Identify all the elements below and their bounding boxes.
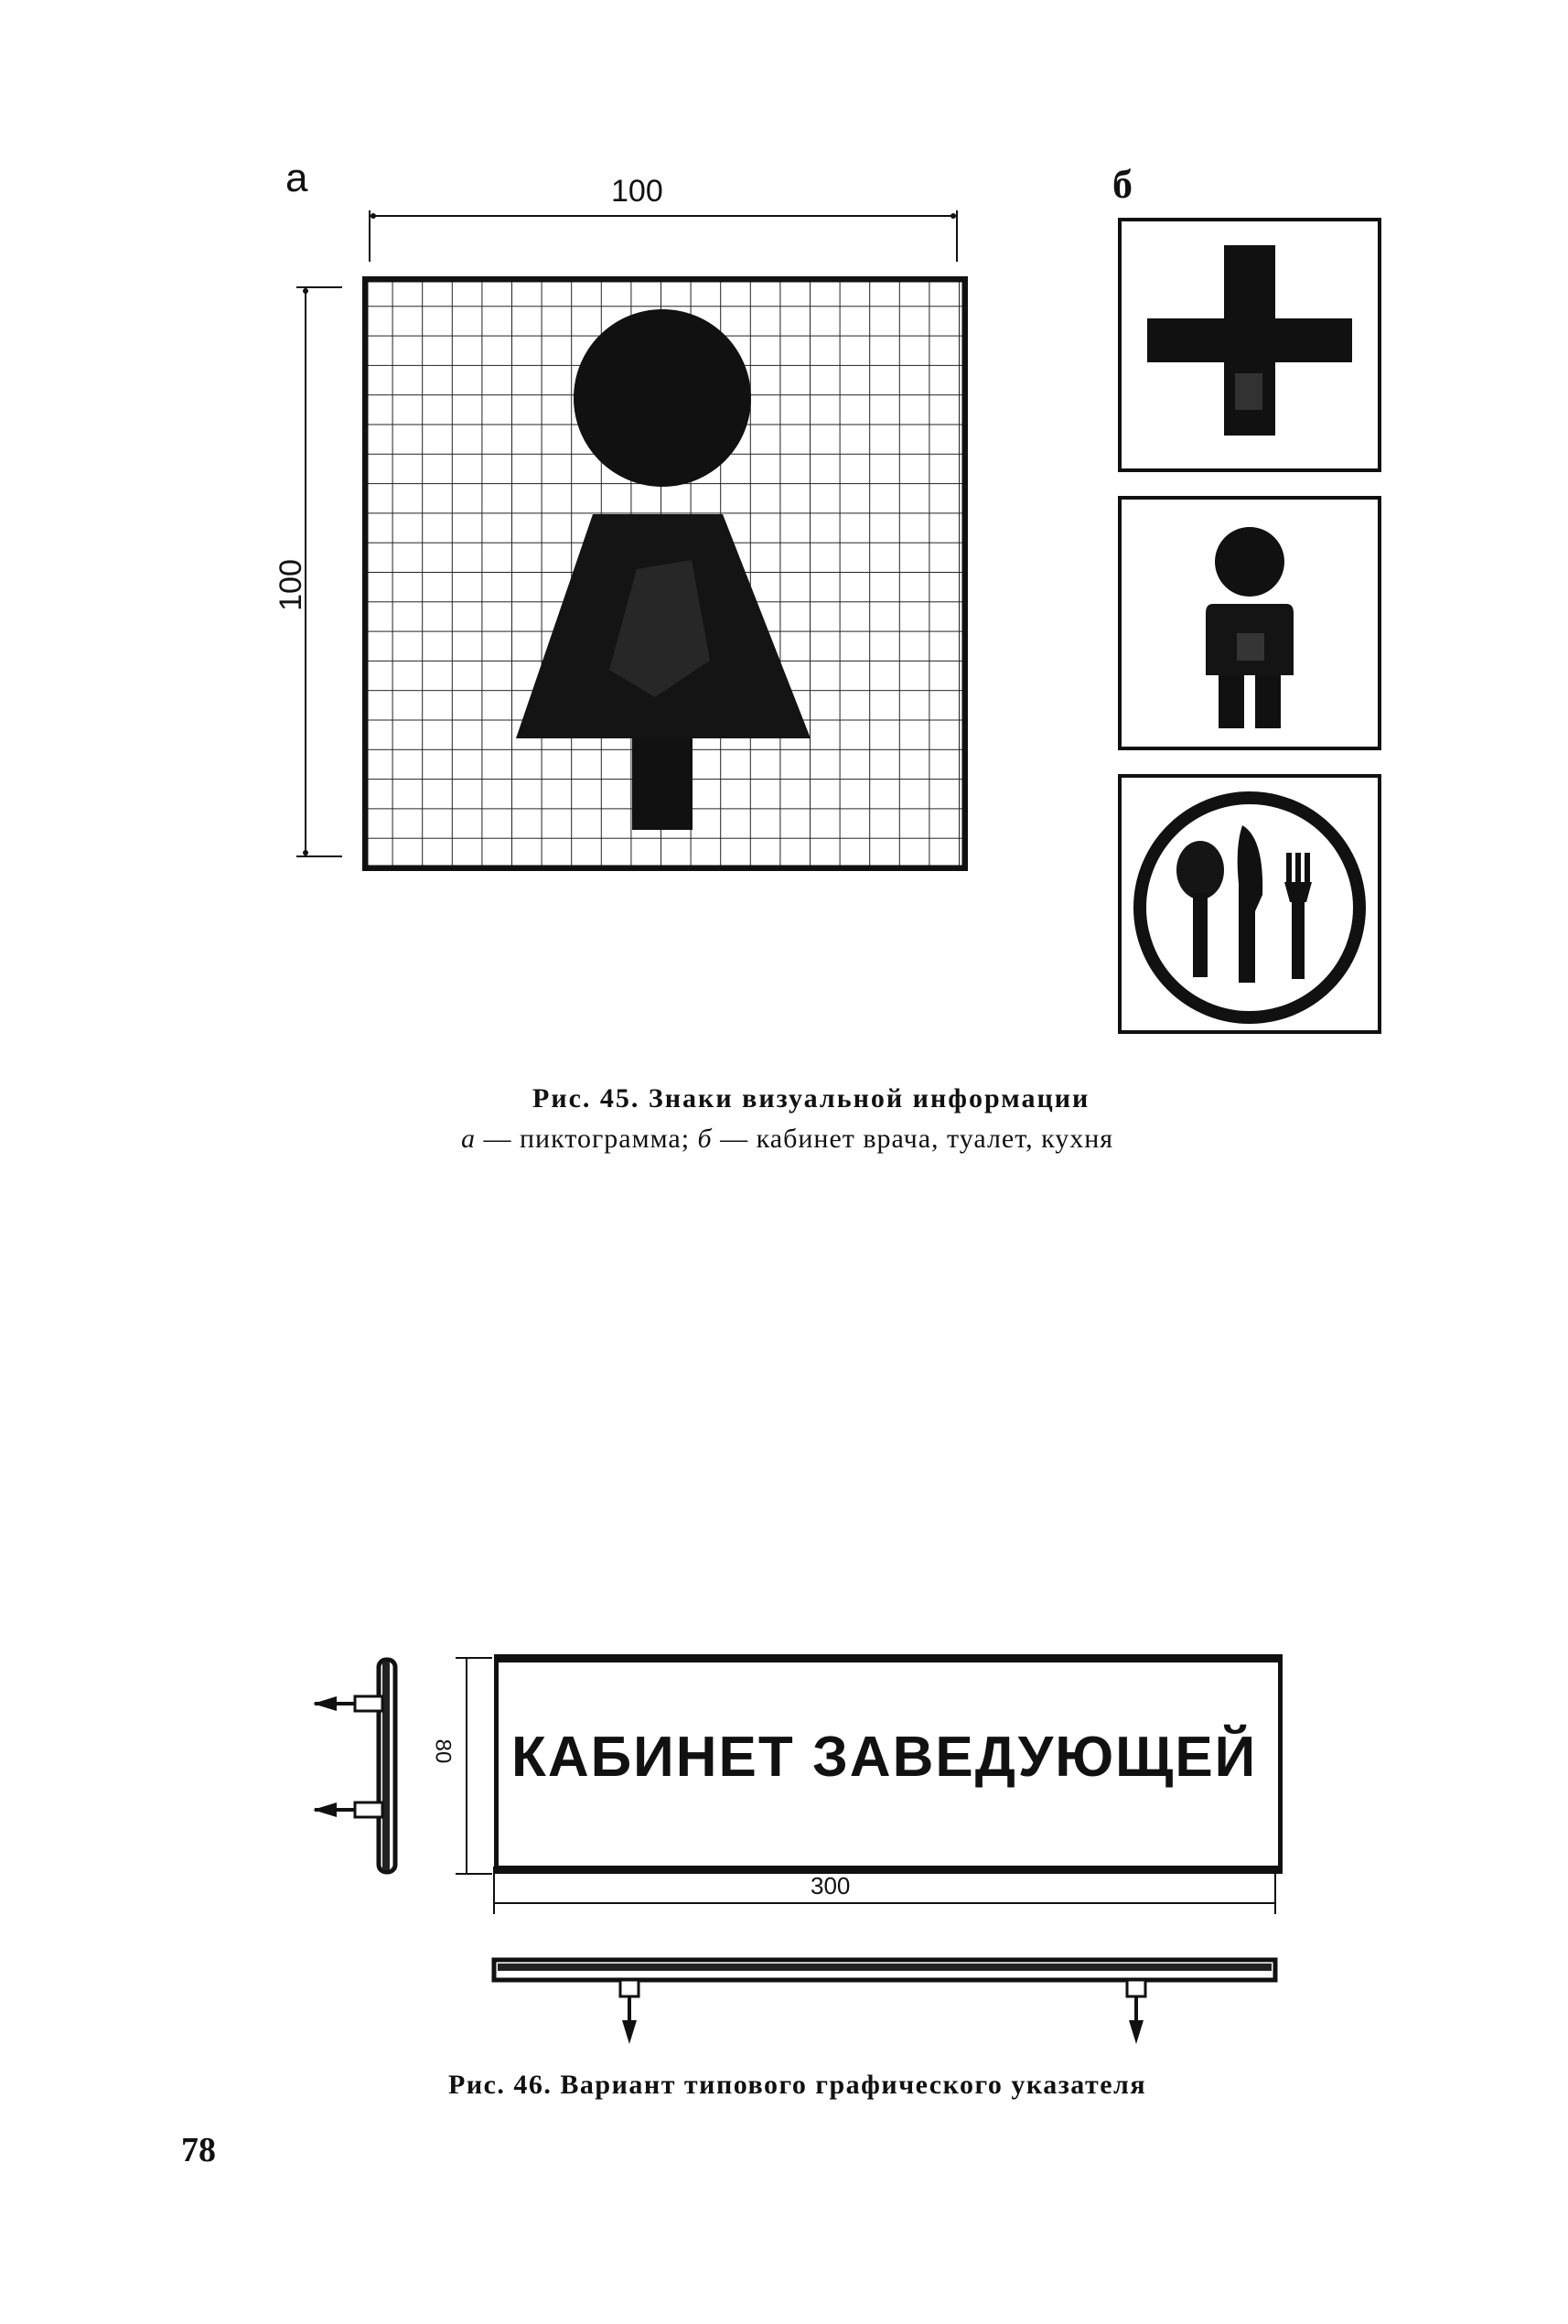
caption-letter-b: б	[697, 1124, 713, 1154]
sign-height-dimension-line	[452, 1647, 498, 1885]
office-sign-text: КАБИНЕТ ЗАВЕДУЮЩЕЙ	[511, 1726, 1258, 1789]
height-dimension-value: 100	[273, 559, 308, 611]
panel-label-a: а	[285, 156, 308, 200]
sign-width-dimension-line	[490, 1863, 1279, 1918]
panel-label-b: б	[1112, 162, 1133, 207]
office-sign-front	[494, 1654, 1283, 1874]
figure45-caption-title: Рис. 45. Знаки визуальной информации	[532, 1083, 1090, 1114]
sign-width-dimension-value: 300	[811, 1872, 851, 1899]
sign-side-view	[309, 1652, 419, 1881]
female-pictogram-icon	[362, 276, 968, 871]
caption-text-a: — пиктограмма;	[476, 1124, 698, 1154]
width-dimension-value: 100	[611, 174, 663, 209]
figure45-caption-subtitle	[461, 1124, 1113, 1155]
caption-text-b: — кабинет врача, туалет, кухня	[712, 1124, 1114, 1154]
figure46-caption: Рис. 46. Вариант типового графического указателя	[448, 2070, 1147, 2100]
sign-height-dimension-value: 80	[430, 1738, 456, 1764]
caption-letter-a: а	[461, 1124, 476, 1154]
child-toilet-icon	[1118, 496, 1381, 750]
cutlery-kitchen-icon	[1118, 774, 1381, 1034]
page-number: 78	[181, 2131, 216, 2169]
width-dimension-line	[364, 201, 968, 265]
sign-top-view	[490, 1954, 1279, 2046]
medical-cross-icon	[1118, 218, 1381, 472]
